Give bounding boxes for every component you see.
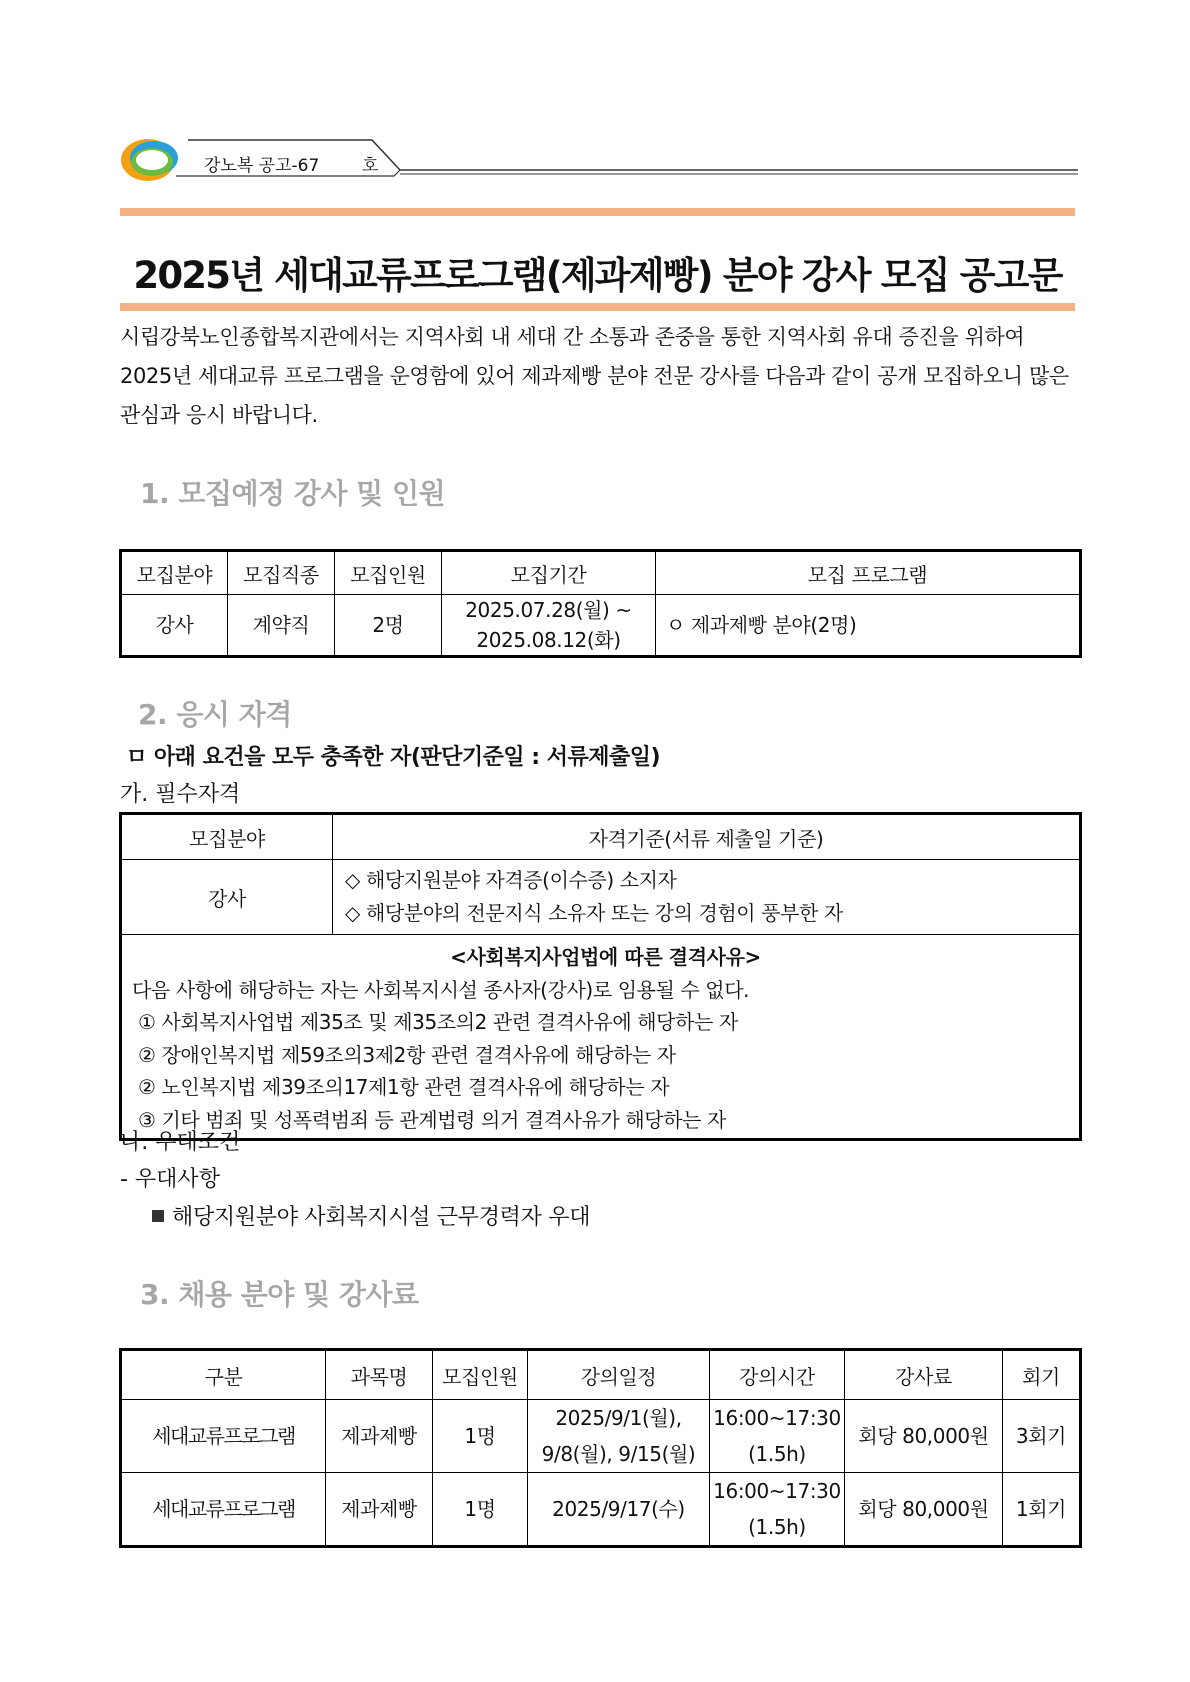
table-header-row [121, 551, 1081, 595]
period-start: 2025.07.28(월) ~ [465, 598, 632, 622]
period-end: 2025.08.12(화) [476, 628, 621, 652]
condition-line: ㅁ 아래 요건을 모두 충족한 자(판단기준일 : 서류제출일) [126, 745, 661, 770]
header-cell: 구분 [121, 1350, 326, 1400]
sessions-cell: 3회기 [1003, 1400, 1081, 1473]
field-cell: 강사 [121, 595, 228, 657]
header-cell: 모집인원 [335, 551, 442, 595]
header-cell: 모집기간 [442, 551, 656, 595]
page-title: 2025년 세대교류프로그램(제과제빵) 분야 강사 모집 공고문 [133, 254, 1062, 297]
time-line: (1.5h) [748, 1442, 806, 1466]
period-cell [442, 595, 656, 657]
header-cell: 자격기준(서류 제출일 기준) [333, 814, 1081, 860]
type-cell: 계약직 [228, 595, 335, 657]
time-line: 16:00~17:30 [713, 1406, 841, 1430]
time-line: 16:00~17:30 [713, 1479, 841, 1503]
schedule-cell [528, 1400, 710, 1473]
field-cell: 강사 [121, 860, 333, 935]
disqualification-item: ① 사회복지사업법 제35조 및 제35조의2 관련 결격사유에 해당하는 자 [138, 1010, 738, 1034]
fee-table [119, 1348, 1082, 1548]
table-header-row [121, 1350, 1081, 1400]
table-row [121, 935, 1081, 1140]
header-cell: 강의일정 [528, 1350, 710, 1400]
intro-paragraph: 시립강북노인종합복지관에서는 지역사회 내 세대 간 소통과 존중을 통한 지역사회 유대 증진을 위하여 2025년 세대교류 프로그램을 운영함에 있어 제과제빵 분야 전문 강사를 다음과 같이 공개 모집하오니 많은 관심과 응시 바랍니다. [120, 325, 1069, 427]
preference-subheading: - 우대사항 [120, 1167, 220, 1192]
preference-heading: 나. 우대조건 [120, 1130, 241, 1155]
time-line: (1.5h) [748, 1515, 806, 1539]
category-cell: 세대교류프로그램 [121, 1473, 326, 1547]
subject-cell: 제과제빵 [326, 1473, 433, 1547]
section-2-title: 2. 응시 자격 [138, 698, 292, 731]
header-cell: 모집인원 [433, 1350, 528, 1400]
header-cell: 강사료 [845, 1350, 1003, 1400]
requirement-item: ◇ 해당분야의 전문지식 소유자 또는 강의 경험이 풍부한 자 [345, 901, 843, 925]
title-top-rule [120, 208, 1075, 216]
square-bullet-icon [152, 1210, 164, 1222]
header-cell: 모집직종 [228, 551, 335, 595]
qualification-table [119, 812, 1082, 1141]
requirements-cell [333, 860, 1081, 935]
schedule-cell: 2025/9/17(수) [528, 1473, 710, 1547]
disqualification-item: ② 장애인복지법 제59조의3제2항 관련 결격사유에 해당하는 자 [138, 1042, 676, 1067]
header-cell: 과목명 [326, 1350, 433, 1400]
sessions-cell: 1회기 [1003, 1473, 1081, 1547]
time-cell [710, 1473, 845, 1547]
disqualification-cell [121, 935, 1081, 1140]
requirement-item: ◇ 해당지원분야 자격증(이수증) 소지자 [345, 868, 677, 892]
program-cell: ㅇ 제과제빵 분야(2명) [656, 595, 1081, 657]
table-row [121, 860, 1081, 935]
fee-cell: 회당 80,000원 [845, 1400, 1003, 1473]
time-cell [710, 1400, 845, 1473]
header-cell: 모집분야 [121, 814, 333, 860]
category-cell: 세대교류프로그램 [121, 1400, 326, 1473]
preference-item [152, 1200, 590, 1231]
table-header-row [121, 814, 1081, 860]
required-qualification-heading: 가. 필수자격 [120, 782, 241, 807]
header-cell: 모집분야 [121, 551, 228, 595]
schedule-line: 2025/9/1(월), [555, 1406, 682, 1430]
fee-cell: 회당 80,000원 [845, 1473, 1003, 1547]
recruitment-table [119, 549, 1082, 658]
schedule-line: 9/8(월), 9/15(월) [541, 1442, 696, 1466]
document-number: 강노복 공고-67 [204, 156, 320, 176]
header-cell: 강의시간 [710, 1350, 845, 1400]
header-cell: 회기 [1003, 1350, 1081, 1400]
disqualification-item: ③ 기타 범죄 및 성폭력범죄 등 관계법령 의거 결격사유가 해당하는 자 [138, 1107, 726, 1132]
subject-cell: 제과제빵 [326, 1400, 433, 1473]
preference-item-text: 해당지원분야 사회복지시설 근무경력자 우대 [172, 1205, 591, 1230]
title-bottom-rule [120, 303, 1075, 311]
disqualification-item: ② 노인복지법 제39조의17제1항 관련 결격사유에 해당하는 자 [138, 1075, 670, 1099]
table-row [121, 1400, 1081, 1473]
count-cell: 1명 [433, 1400, 528, 1473]
section-3-title: 3. 채용 분야 및 강사료 [140, 1278, 419, 1311]
table-row [121, 595, 1081, 657]
document-number-suffix: 호 [362, 156, 379, 176]
header-cell: 모집 프로그램 [656, 551, 1081, 595]
count-cell: 1명 [433, 1473, 528, 1547]
count-cell: 2명 [335, 595, 442, 657]
section-1-title: 1. 모집예정 강사 및 인원 [140, 477, 446, 510]
table-row [121, 1473, 1081, 1547]
disqualification-title: <사회복지사업법에 따른 결격사유> [450, 945, 761, 969]
disqualification-intro: 다음 사항에 해당하는 자는 사회복지시설 종사자(강사)로 임용될 수 없다. [132, 977, 750, 1002]
